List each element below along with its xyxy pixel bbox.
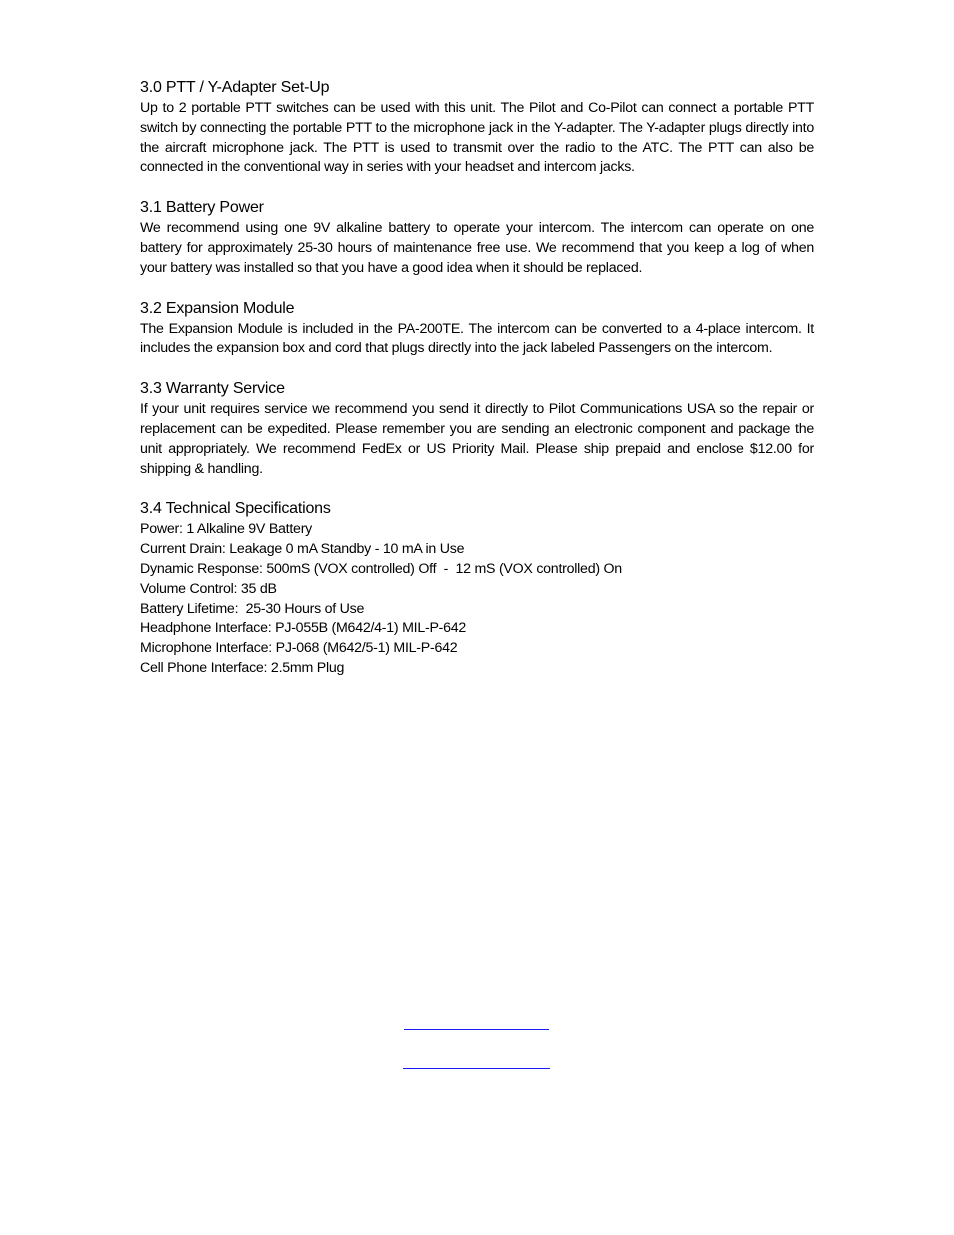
spec-cell-phone-interface: Cell Phone Interface: 2.5mm Plug bbox=[140, 659, 345, 676]
spec-battery-lifetime: Battery Lifetime: 25-30 Hours of Use bbox=[140, 600, 365, 617]
spec-power: Power: 1 Alkaline 9V Battery bbox=[140, 521, 313, 538]
section-technical-specifications bbox=[140, 499, 814, 678]
section-heading: 3.3 Warranty Service bbox=[140, 380, 285, 398]
section-heading: 3.0 PTT / Y-Adapter Set-Up bbox=[140, 79, 330, 96]
section-body: Up to 2 portable PTT switches can be used with this unit. The Pilot and Co-Pilot can connect a portable PTT switch by connecting the portable PTT to the microphone jack in the Y-adapter. The Y-adapter plugs directly into the aircraft microphone jack. The PTT is used to transmit over the radio to the ATC. The PTT can also be connected in the conventional way in series with your headset and intercom jacks. bbox=[140, 100, 814, 176]
spec-microphone-interface: Microphone Interface: PJ-068 (M642/5-1) MIL-P-642 bbox=[140, 640, 458, 657]
section-body: The Expansion Module is included in the PA-200TE. The intercom can be converted to a 4-place intercom. It includes the expansion box and cord that plugs directly into the jack labeled Passengers on the intercom. bbox=[140, 320, 814, 357]
section-heading: 3.2 Expansion Module bbox=[140, 299, 295, 317]
spec-volume-control: Volume Control: 35 dB bbox=[140, 580, 277, 597]
section-warranty-service bbox=[140, 379, 814, 479]
section-ptt-y-adapter bbox=[140, 78, 814, 178]
section-body: We recommend using one 9V alkaline battery to operate your intercom. The intercom can operate on one battery for approximately 25-30 hours of maintenance free use. We recommend that you keep a log of when your battery was installed so that you have a good idea when it should be replaced. bbox=[140, 220, 814, 276]
spec-headphone-interface: Headphone Interface: PJ-055B (M642/4-1) MIL-P-642 bbox=[140, 620, 467, 637]
spec-dynamic-response: Dynamic Response: 500mS (VOX controlled) Off - 12 mS (VOX controlled) On bbox=[140, 560, 622, 577]
section-body: If your unit requires service we recommend you send it directly to Pilot Communications USA so the repair or replacement can be expedited. Please remember you are sending an electronic component and package the unit appropriately. We recommend FedEx or US Priority Mail. Please ship prepaid and enclose $12.00 for shipping & handling. bbox=[140, 401, 814, 477]
section-heading: 3.1 Battery Power bbox=[140, 199, 264, 217]
hyperlink-underline[interactable] bbox=[404, 1029, 549, 1030]
section-battery-power bbox=[140, 198, 814, 278]
document-page bbox=[140, 78, 814, 699]
spec-current-drain: Current Drain: Leakage 0 mA Standby - 10 mA in Use bbox=[140, 541, 465, 558]
hyperlink-underline[interactable] bbox=[403, 1068, 550, 1069]
section-expansion-module bbox=[140, 299, 814, 360]
section-heading: 3.4 Technical Specifications bbox=[140, 500, 331, 518]
